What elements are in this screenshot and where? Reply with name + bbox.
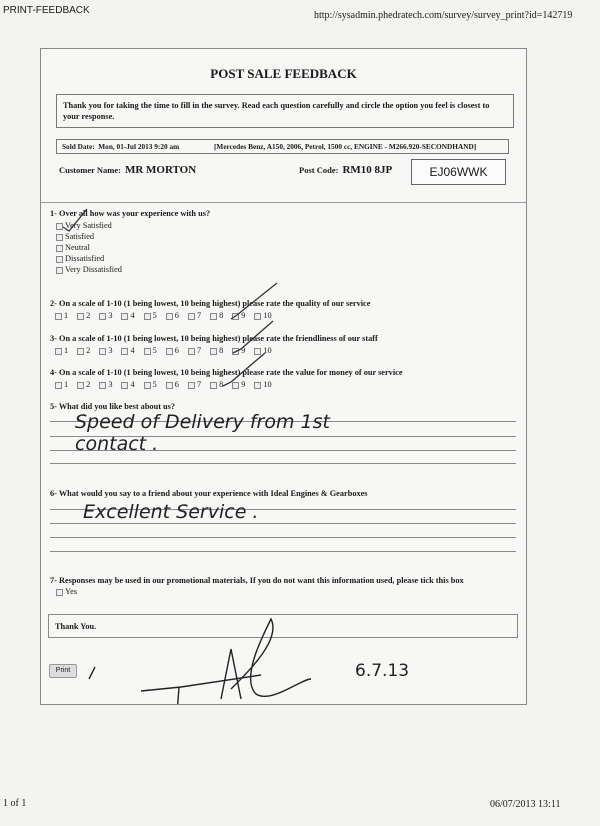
question-3: 3- On a scale of 1-10 (1 being lowest, 10 being highest) please rate the friendliness of our staff xyxy=(50,334,378,343)
question-1: 1- Over all how was your experience with us? xyxy=(50,209,211,218)
pen-ticks xyxy=(41,49,526,704)
q1-option-dissatisfied[interactable]: Dissatisfied xyxy=(56,254,104,263)
page-url: http://sysadmin.phedratech.com/survey/survey_print?id=142719 xyxy=(314,10,573,21)
answer-line xyxy=(50,537,516,538)
q3-scale[interactable]: 1 2 3 4 5 6 7 8 9 10 xyxy=(55,346,281,355)
q1-option-satisfied[interactable]: Satisfied xyxy=(56,232,94,241)
q4-scale[interactable]: 1 2 3 4 5 6 7 8 9 10 xyxy=(55,380,281,389)
question-4: 4- On a scale of 1-10 (1 being lowest, 10 being highest) please rate the value for money of our service xyxy=(50,368,403,377)
form-title: POST SALE FEEDBACK xyxy=(210,66,357,81)
question-2: 2- On a scale of 1-10 (1 being lowest, 10 being highest) please rate the quality of our service xyxy=(50,299,371,308)
question-6: 6- What would you say to a friend about your experience with Ideal Engines & Gearboxes xyxy=(50,489,368,498)
post-code: Post Code: RM10 8JP xyxy=(299,164,393,176)
q1-option-very-satisfied[interactable]: Very Satisfied xyxy=(56,221,112,230)
intro-text: Thank you for taking the time to fill in the survey. Read each question carefully and circle the option you feel is closest to your response. xyxy=(56,94,514,128)
question-5: 5- What did you like best about us? xyxy=(50,402,176,411)
sold-date: Sold Date: Mon, 01-Jul 2013 9:20 am xyxy=(62,142,180,151)
answer-line xyxy=(50,463,516,464)
q1-option-neutral[interactable]: Neutral xyxy=(56,243,90,252)
registration-plate: EJ06WWK xyxy=(411,159,506,185)
print-datetime: 06/07/2013 13:11 xyxy=(490,799,561,810)
answer-line xyxy=(50,551,516,552)
q5-handwritten-answer-line2: contact . xyxy=(75,433,159,455)
thank-you-box: Thank You. xyxy=(48,614,518,638)
signature-date: 6.7.13 xyxy=(355,661,410,681)
q7-yes-checkbox[interactable]: Yes xyxy=(56,587,77,596)
feedback-form xyxy=(40,48,527,705)
print-button[interactable]: Print xyxy=(49,664,77,678)
answer-line xyxy=(50,523,516,524)
print-title: PRINT-FEEDBACK xyxy=(3,5,90,16)
q6-handwritten-answer: Excellent Service . xyxy=(83,501,259,523)
handwritten-signature xyxy=(81,609,341,704)
customer-name: Customer Name: MR MORTON xyxy=(59,164,197,176)
question-7: 7- Responses may be used in our promotional materials, If you do not want this information used, please tick this box xyxy=(50,576,464,585)
q1-option-very-dissatisfied[interactable]: Very Dissatisfied xyxy=(56,265,122,274)
vehicle-details: [Mercedes Benz, A150, 2006, Petrol, 1500 cc, ENGINE - M266.920-SECONDHAND] xyxy=(214,142,477,151)
page-count: 1 of 1 xyxy=(3,798,27,809)
q2-scale[interactable]: 1 2 3 4 5 6 7 8 9 10 xyxy=(55,311,281,320)
q5-handwritten-answer-line1: Speed of Delivery from 1st xyxy=(75,411,330,433)
